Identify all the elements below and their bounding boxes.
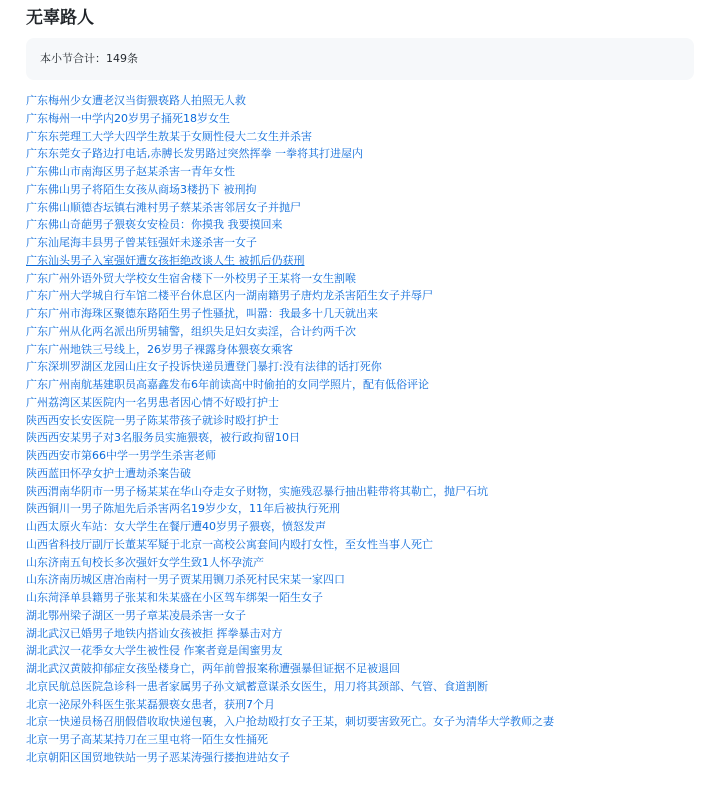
list-item	[26, 270, 706, 288]
list-item	[26, 323, 706, 341]
list-item	[26, 216, 706, 234]
list-item	[26, 678, 706, 696]
list-item	[26, 163, 706, 181]
incident-link[interactable]: 北京一男子高某某持刀在三里屯将一陌生女性捅死	[26, 733, 268, 746]
list-item	[26, 376, 706, 394]
incident-link[interactable]: 广东广州从化两名派出所男辅警，组织失足妇女卖淫，合计约两千次	[26, 324, 356, 338]
list-item	[26, 749, 706, 767]
incident-link[interactable]: 山西太原火车站：女大学生在餐厅遭40岁男子猥亵，愤怒发声	[26, 520, 326, 533]
incident-link[interactable]: 广东佛山奇葩男子猥亵女安检员：你摸我 我要摸回来	[26, 218, 283, 232]
incident-link[interactable]: 山西省科技厅副厅长董某军疑于北京一高校公寓套间内殴打女性，至女性当事人死亡	[26, 537, 433, 551]
list-item	[26, 625, 706, 643]
incident-link[interactable]: 湖北鄂州梁子湖区一男子章某凌晨杀害一女子	[26, 608, 246, 622]
list-item	[26, 731, 706, 749]
incident-link[interactable]: 北京一泌尿外科医生张某磊猥亵女患者，获刑7个月	[26, 697, 275, 711]
list-item	[26, 536, 706, 554]
incident-link[interactable]: 山东济南五旬校长多次强奸女学生致1人怀孕流产	[26, 555, 264, 569]
summary-box	[26, 38, 694, 80]
incident-link[interactable]: 陕西西安长安医院一男子陈某带孩子就诊时殴打护士	[26, 413, 279, 427]
list-item	[26, 589, 706, 607]
incident-link[interactable]: 陕西渭南华阴市一男子杨某某在华山夺走女子财物，实施残忍暴行抽出鞋带将其勒亡，抛尸石坑	[26, 484, 488, 498]
list-item	[26, 181, 706, 199]
incident-link[interactable]: 北京一快递员杨召朋假借收取快递包裹，入户抢劫殴打女子王某，刺切要害致死亡。女子为清华大学教师之妻	[26, 715, 554, 729]
incident-link[interactable]: 广东佛山市南海区男子赵某杀害一青年女性	[26, 165, 235, 178]
list-item	[26, 447, 706, 465]
incident-link[interactable]: 广东东莞理工大学大四学生敖某于女厕性侵大二女生并杀害	[26, 129, 312, 143]
list-item	[26, 465, 706, 483]
list-item	[26, 199, 706, 217]
incident-link[interactable]: 广东佛山顺德杏坛镇右滩村男子蔡某杀害邻居女子并抛尸	[26, 200, 301, 214]
list-item	[26, 287, 706, 305]
incident-link[interactable]: 广东广州外语外贸大学校女生宿舍楼下一外校男子王某将一女生割喉	[26, 271, 356, 285]
incident-link[interactable]: 广东佛山男子将陌生女孩从商场3楼扔下 被刑拘	[26, 182, 257, 196]
incident-link[interactable]: 广东东莞女子路边打电话,赤膊长发男路过突然挥拳 一拳将其打进屋内	[26, 147, 363, 161]
list-item	[26, 429, 706, 447]
incident-link[interactable]: 广东梅州少女遭老汉当街猥亵路人拍照无人救	[26, 94, 246, 107]
list-item	[26, 110, 706, 128]
list-item	[26, 145, 706, 163]
list-item	[26, 341, 706, 359]
list-item	[26, 394, 706, 412]
incident-link[interactable]: 广东广州市海珠区聚德东路陌生男子性骚扰，叫嚣：我最多十几天就出来	[26, 307, 378, 320]
incident-link[interactable]: 陕西西安市第66中学一男学生杀害老师	[26, 449, 216, 462]
list-item	[26, 571, 706, 589]
incident-link[interactable]: 北京民航总医院急诊科一患者家属男子孙文斌蓄意谋杀女医生，用刀将其颈部、气管、食道割断	[26, 679, 488, 693]
incident-link[interactable]: 广东汕头男子入室强奸遭女孩拒绝改谈人生 被抓后仍获刑	[26, 253, 305, 267]
incident-link[interactable]: 北京朝阳区国贸地铁站一男子恶某涛强行搂抱进站女子	[26, 750, 290, 764]
incident-link[interactable]: 山东济南历城区唐冶南村一男子贾某用铡刀杀死村民宋某一家四口	[26, 573, 345, 587]
incident-link[interactable]: 陕西铜川一男子陈旭先后杀害两名19岁少女，11年后被执行死刑	[26, 502, 340, 516]
list-item	[26, 554, 706, 572]
list-item	[26, 660, 706, 678]
incident-link[interactable]: 湖北武汉一花季女大学生被性侵 作案者竟是闺蜜男友	[26, 644, 283, 658]
list-item	[26, 696, 706, 714]
incident-link[interactable]: 湖北武汉黄陂抑郁症女孩坠楼身亡，两年前曾报案称遭强暴但证据不足被退回	[26, 662, 400, 675]
list-item	[26, 234, 706, 252]
list-item	[26, 500, 706, 518]
list-item	[26, 128, 706, 146]
list-item	[26, 518, 706, 536]
incident-link[interactable]: 湖北武汉已婚男子地铁内搭讪女孩被拒 挥拳暴击对方	[26, 626, 283, 640]
incident-link[interactable]: 广州荔湾区某医院内一名男患者因心情不好殴打护士	[26, 395, 279, 409]
list-item	[26, 483, 706, 501]
incident-link[interactable]: 广东深圳罗湖区龙园山庄女子投诉快递员遭登门暴打:没有法律的话打死你	[26, 360, 382, 374]
incident-link[interactable]: 广东汕尾海丰县男子曾某钰强奸未遂杀害一女子	[26, 236, 257, 249]
section-title: 无辜路人	[26, 8, 94, 28]
list-item	[26, 305, 706, 323]
list-item	[26, 358, 706, 376]
list-item	[26, 642, 706, 660]
incident-link[interactable]: 陕西蓝田怀孕女护士遭劫杀案告破	[26, 466, 191, 480]
summary-count: 本小节合计：149条	[40, 52, 138, 65]
incident-link[interactable]: 陕西西安某男子对3名服务员实施猥亵，被行政拘留10日	[26, 431, 300, 445]
list-item	[26, 713, 706, 731]
incident-link[interactable]: 广东梅州一中学内20岁男子捅死18岁女生	[26, 111, 230, 125]
list-item	[26, 92, 706, 110]
incident-link[interactable]: 广东广州南航基建职员高嘉鑫发布6年前读高中时偷拍的女同学照片，配有低俗评论	[26, 378, 429, 391]
incident-link[interactable]: 山东菏泽单县籍男子张某和朱某盛在小区驾车绑架一陌生女子	[26, 591, 323, 604]
incident-link[interactable]: 广东广州地铁三号线上，26岁男子裸露身体猥亵女乘客	[26, 342, 293, 356]
incident-link-list	[26, 92, 706, 767]
incident-link[interactable]: 广东广州大学城自行车馆二楼平台休息区内一湖南籍男子唐灼龙杀害陌生女子并辱尸	[26, 289, 433, 303]
list-item	[26, 252, 706, 270]
list-item	[26, 412, 706, 430]
list-item	[26, 607, 706, 625]
